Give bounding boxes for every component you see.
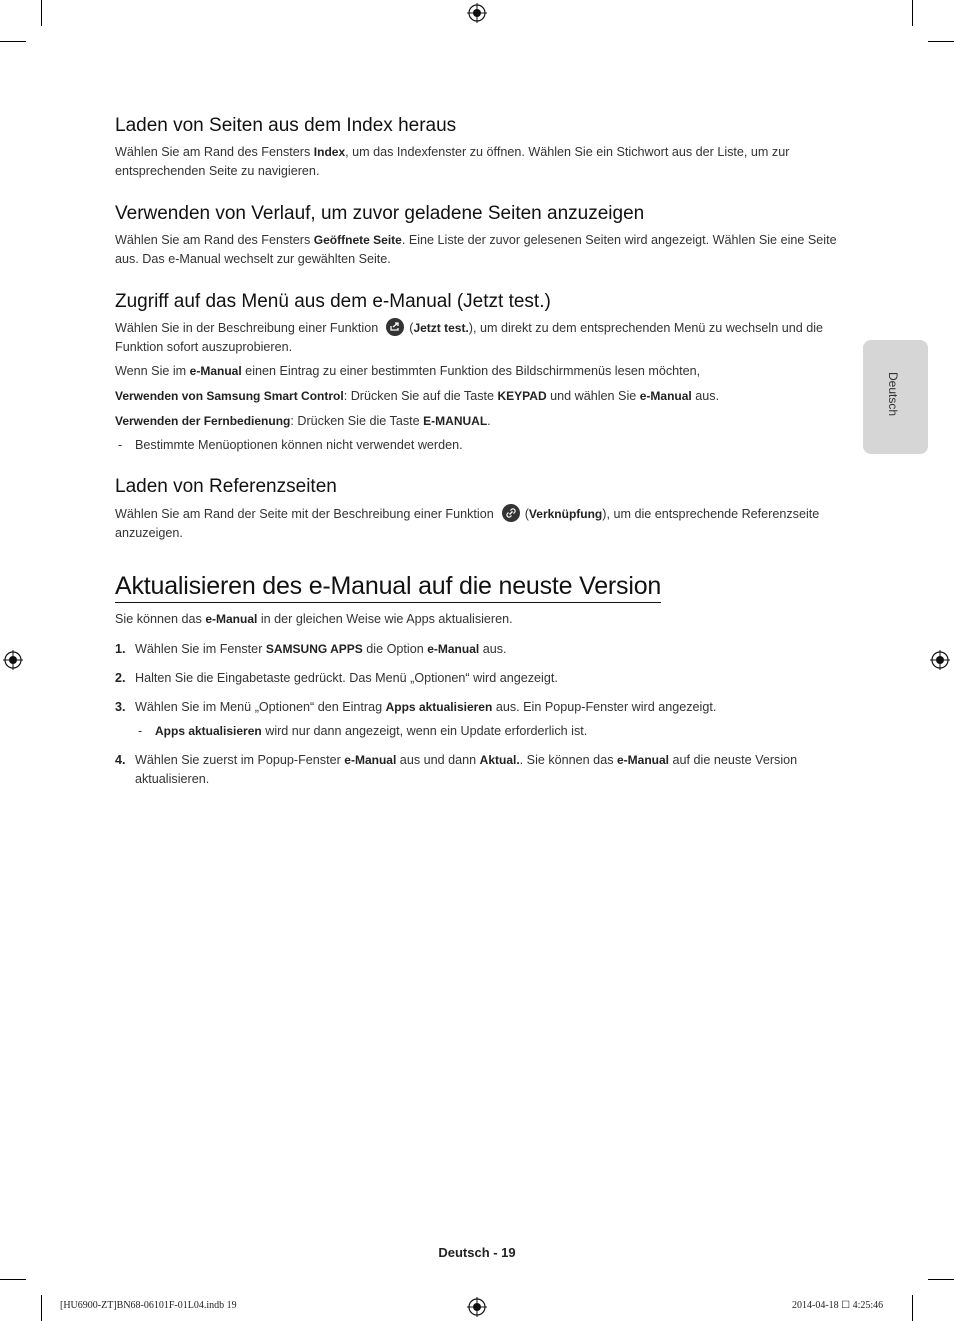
term: Verwenden von Samsung Smart Control [115,389,344,403]
crop-mark [912,0,913,26]
side-tab-label: Deutsch [886,372,900,417]
section-heading: Verwenden von Verlauf, um zuvor geladene Seiten anzuzeigen [115,203,645,224]
paragraph: Wählen Sie am Rand der Seite mit der Beschreibung einer Funktion (Verknüpfung), um die entsprechende Referenzseite anzuzeigen. [115,504,840,543]
crop-mark [928,1279,954,1280]
step-number: 1. [115,642,126,656]
step-number: 2. [115,671,126,685]
step-number: 3. [115,700,126,714]
term: SAMSUNG APPS [265,642,363,656]
term: Verknüpfung [528,507,603,521]
step-number: 4. [115,753,126,767]
term: Verwenden der Fernbedienung [115,414,291,428]
step-text: Wählen Sie im Fenster SAMSUNG APPS die Option e-Manual aus. [135,642,507,656]
term: Geöffnete Seite [313,233,402,247]
term: Jetzt test. [413,321,469,335]
registration-mark-icon [467,1297,487,1317]
term: e-Manual [344,753,397,767]
crop-mark [41,0,42,26]
crop-mark [0,1279,26,1280]
term: Index [313,145,346,159]
step-text: Halten Sie die Eingabetaste gedrückt. Das Menü „Optionen“ wird angezeigt. [135,671,558,685]
registration-mark-icon [930,650,950,670]
term: E-MANUAL [423,414,488,428]
paragraph: Wählen Sie in der Beschreibung einer Funktion (Jetzt test.), um direkt zu dem entsprechenden Menü zu wechseln und die Funktion sofort auszuprobieren. [115,318,840,357]
crop-mark [912,1295,913,1321]
note-dash: - [118,438,123,452]
crop-mark [41,1295,42,1321]
term: e-Manual [639,389,692,403]
note-dash: - [138,724,143,738]
step-text: Wählen Sie im Menü „Optionen“ den Eintrag Apps aktualisieren aus. Ein Popup-Fenster wird angezeigt. [135,700,717,714]
registration-mark-icon [3,650,23,670]
section-heading: Laden von Referenzseiten [115,476,337,497]
try-now-icon [386,318,404,336]
note-text: Bestimmte Menüoptionen können nicht verwendet werden. [135,438,463,452]
term: Aktual. [479,753,520,767]
language-side-tab [863,340,928,454]
term: e-Manual [189,364,242,378]
term: Apps aktualisieren [385,700,493,714]
print-info-right: 2014-04-18 ☐ 4:25:46 [792,1300,884,1311]
section-heading: Laden von Seiten aus dem Index heraus [115,115,457,136]
term: e-Manual [205,612,258,626]
paragraph: Verwenden von Samsung Smart Control: Drücken Sie auf die Taste KEYPAD und wählen Sie e-Manual aus. [115,389,720,403]
page-footer: Deutsch - 19 [438,1245,516,1260]
term: e-Manual [617,753,670,767]
step-text: Wählen Sie zuerst im Popup-Fenster e-Manual aus und dann Aktual.. Sie können das e-Manual auf die neuste Version aktualisieren. [135,753,798,786]
note-text: Apps aktualisieren wird nur dann angezeigt, wenn ein Update erforderlich ist. [155,724,588,738]
section-heading: Zugriff auf das Menü aus dem e-Manual (Jetzt test.) [115,291,551,312]
crop-mark [928,41,954,42]
link-icon [502,504,520,522]
paragraph: Verwenden der Fernbedienung: Drücken Sie die Taste E-MANUAL. [115,414,491,428]
paragraph: Wählen Sie am Rand des Fensters Geöffnete Seite. Eine Liste der zuvor gelesenen Seiten wird angezeigt. Wählen Sie eine Seite aus. Das e-Manual wechselt zur gewählten Seite. [115,233,837,266]
intro-paragraph: Sie können das e-Manual in der gleichen Weise wie Apps aktualisieren. [115,612,513,626]
term: Apps aktualisieren [155,724,262,738]
registration-mark-icon [467,3,487,23]
crop-mark [0,41,26,42]
print-info-left: [HU6900-ZT]BN68-06101F-01L04.indb 19 [60,1300,237,1311]
page-title: Aktualisieren des e-Manual auf die neuste Version [115,572,661,603]
term: KEYPAD [497,389,547,403]
paragraph: Wählen Sie am Rand des Fensters Index, um das Indexfenster zu öffnen. Wählen Sie ein Stichwort aus der Liste, um zur entsprechenden Seite zu navigieren. [115,145,790,178]
term: e-Manual [427,642,480,656]
paragraph: Wenn Sie im e-Manual einen Eintrag zu einer bestimmten Funktion des Bildschirmmenüs lesen möchten, [115,364,701,378]
